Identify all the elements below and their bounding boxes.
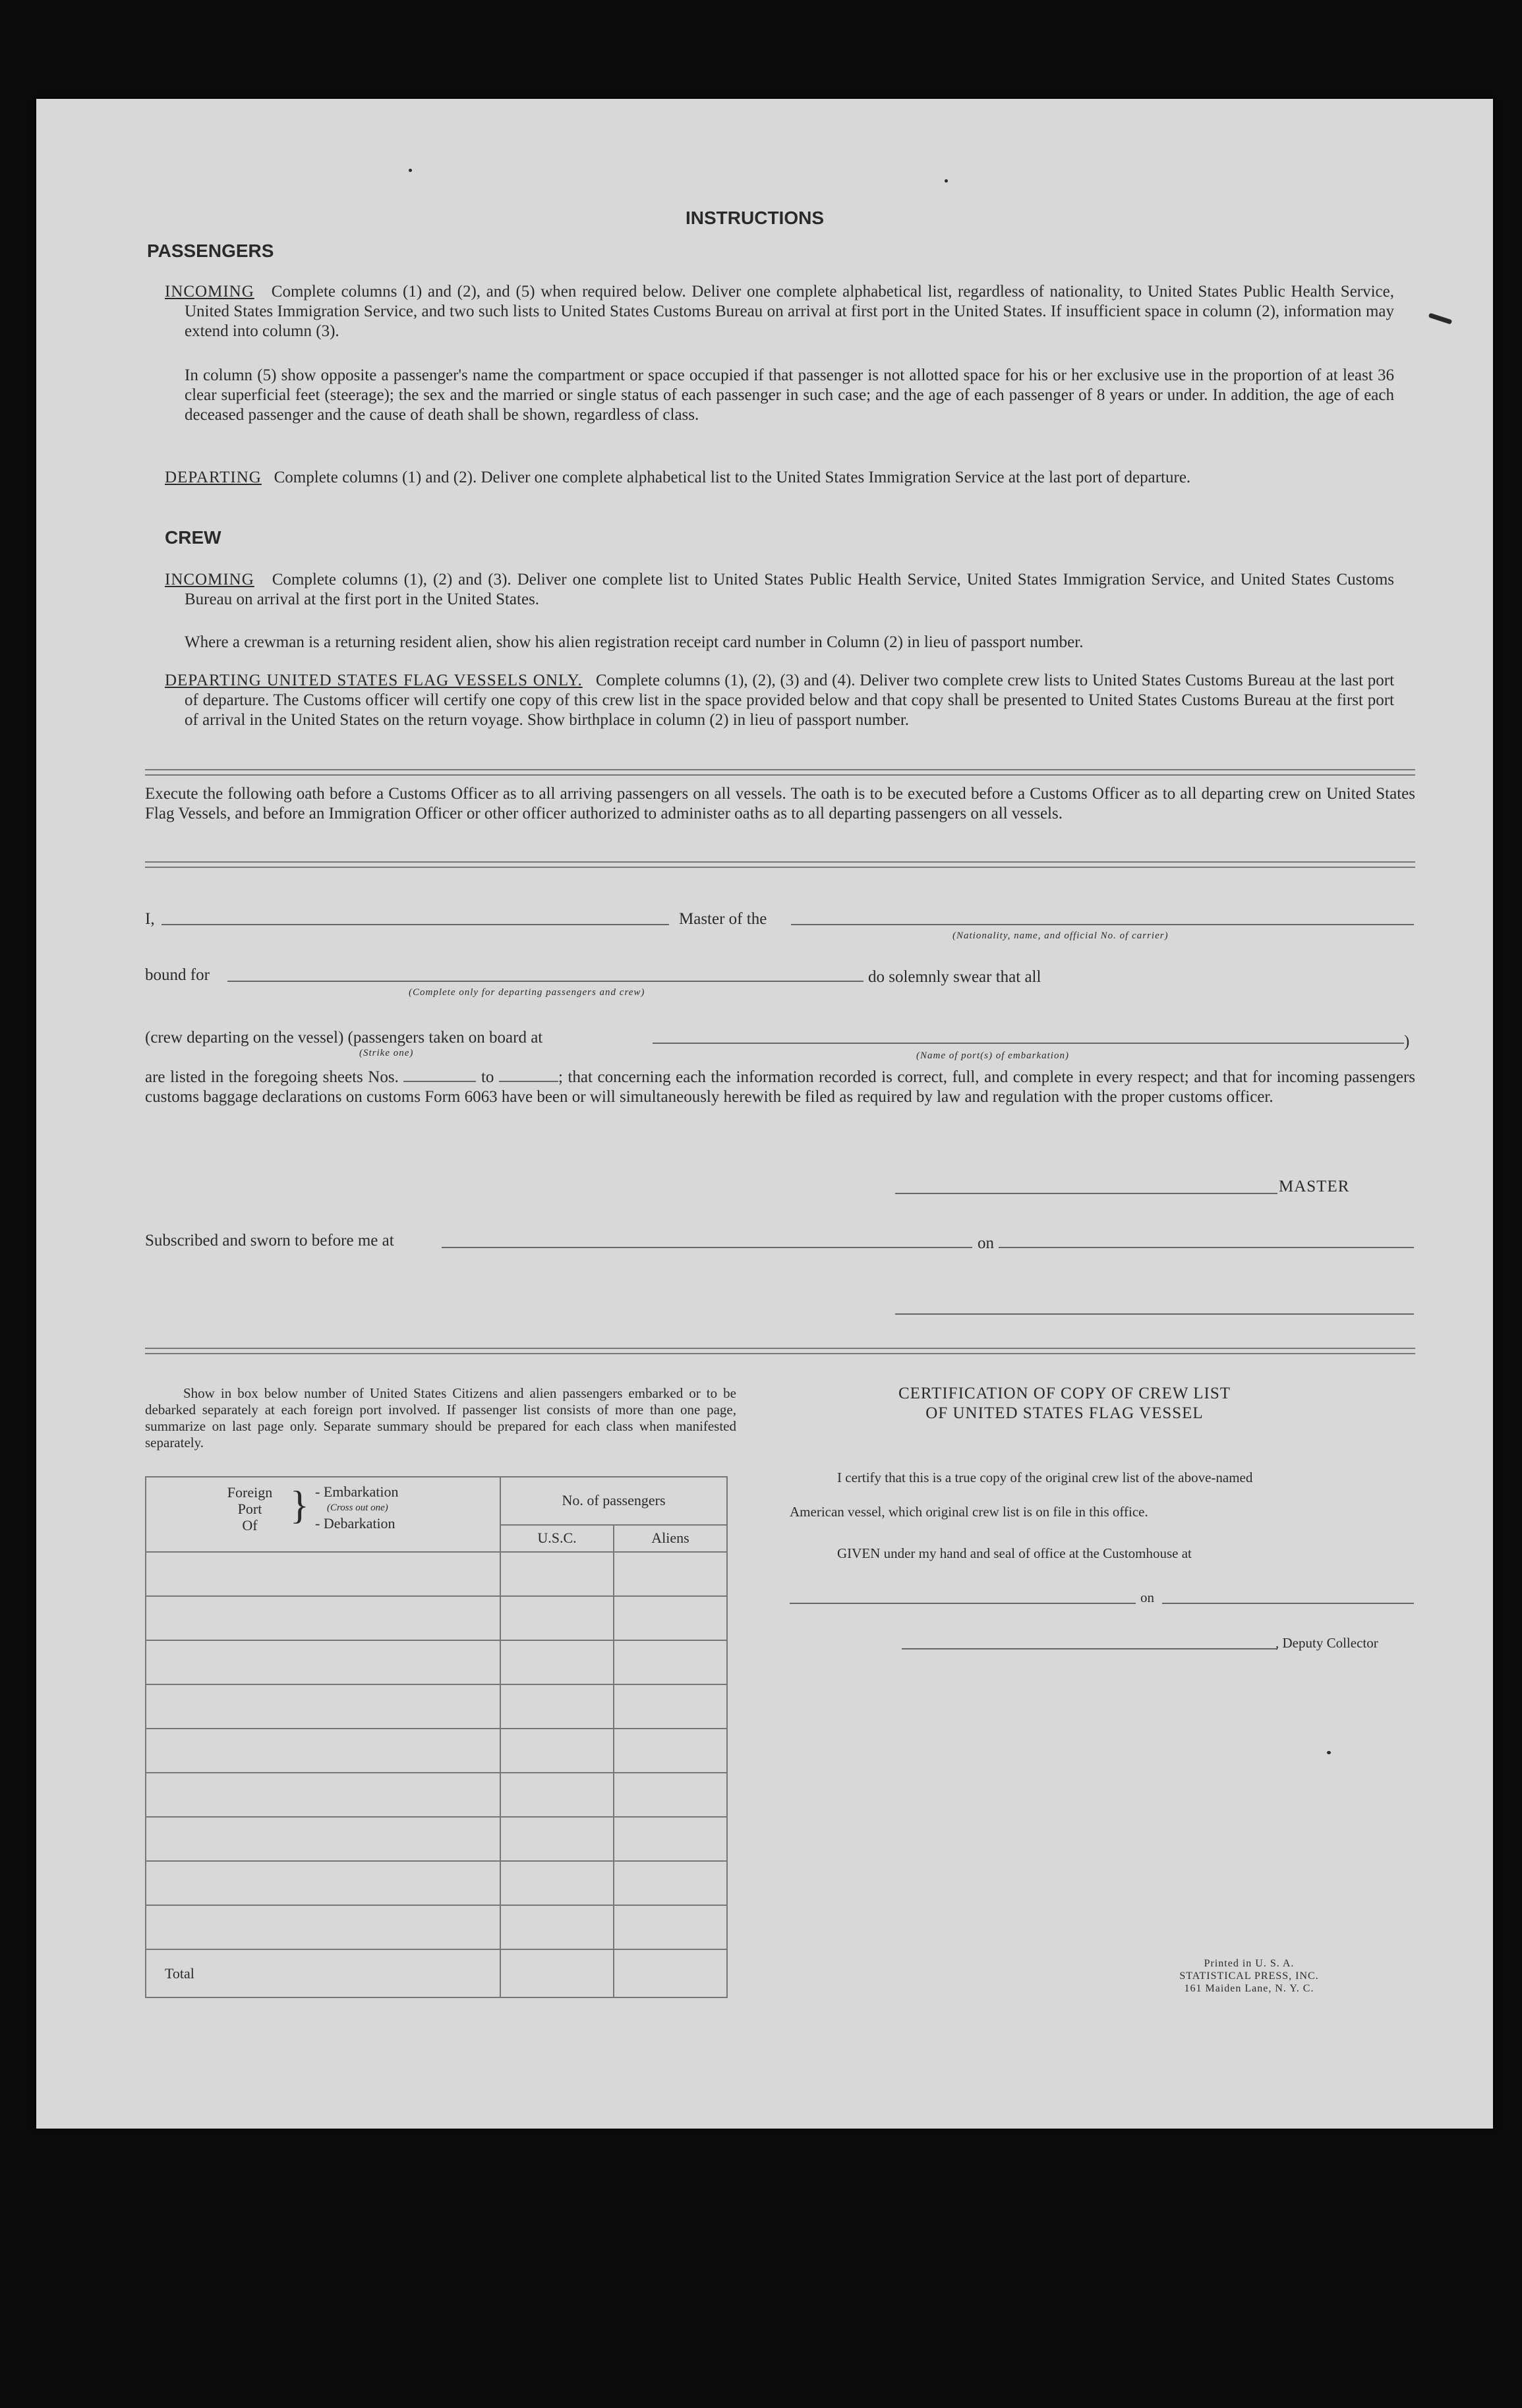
crew-departing-label: (crew departing on the vessel) (passengers taken on board at <box>145 1029 543 1046</box>
port-cell[interactable] <box>146 1640 500 1684</box>
carrier-field[interactable] <box>791 924 1414 925</box>
usc-cell[interactable] <box>500 1729 614 1773</box>
aliens-cell[interactable] <box>614 1684 727 1729</box>
foreign-port-header <box>146 1477 500 1552</box>
crew-departing-text: Complete columns (1), (2), (3) and (4). Deliver two complete crew lists to United States Customs Bureau at the last port of departure. The Customs officer will certify one copy of this crew list in the space provided below and that copy shall be presented to United States Customs Bureau at the first port of arrival in the United States on the return voyage. Show birthplace in column (2) in lieu of passport number. <box>185 672 1395 729</box>
table-row <box>146 1817 727 1861</box>
crew-incoming-text: Complete columns (1), (2) and (3). Deliver one complete list to United States Public Health Service, United States Immigration Service, and United States Customs Bureau on arrival at the first port in the United States. <box>185 571 1394 608</box>
embarkation-label[interactable]: - Embarkation <box>315 1483 399 1500</box>
crew-departing-label: DEPARTING UNITED STATES FLAG VESSELS ONLY. <box>165 672 583 689</box>
printer-line1: Printed in U. S. A. <box>1204 1958 1295 1969</box>
deputy-collector-label: , Deputy Collector <box>1275 1635 1378 1651</box>
cross-out-caption: (Cross out one) <box>327 1503 388 1513</box>
usc-total-cell[interactable] <box>500 1949 614 1997</box>
passengers-departing-text: Complete columns (1) and (2). Deliver one complete alphabetical list to the United States Immigration Service at the last port of departure. <box>274 469 1191 486</box>
port-cell[interactable] <box>146 1552 500 1596</box>
master-signature-field[interactable] <box>895 1193 1277 1194</box>
crew-crewman-paragraph: Where a crewman is a returning resident alien, show his alien registration receipt card number in Column (2) in lieu of passport number. <box>185 633 1084 651</box>
printer-imprint <box>1150 1957 1348 1995</box>
sheet-from-field[interactable] <box>403 1069 476 1082</box>
printer-line2: STATISTICAL PRESS, INC. <box>1179 1970 1319 1982</box>
listed-text-a: are listed in the foregoing sheets Nos. <box>145 1068 399 1086</box>
document-page <box>36 99 1493 2129</box>
port-cell[interactable] <box>146 1861 500 1905</box>
table-row <box>146 1552 727 1596</box>
cert-on-label: on <box>1140 1590 1154 1605</box>
speck-mark <box>409 169 412 172</box>
aliens-total-cell[interactable] <box>614 1949 727 1997</box>
passengers-incoming-text: Complete columns (1) and (2), and (5) when required below. Deliver one complete alphabetical list, regardless of nationality, to United States Public Health Service, United States Immigration Service, and two such lists to United States Customs Bureau on arrival at first port in the United States. If insufficient space in column (2), information may extend into column (3). <box>185 283 1395 340</box>
table-row <box>146 1729 727 1773</box>
usc-cell[interactable] <box>500 1905 614 1949</box>
deputy-signature-field[interactable] <box>902 1648 1277 1649</box>
listed-to: to <box>481 1068 494 1086</box>
aliens-cell[interactable] <box>614 1817 727 1861</box>
table-row <box>146 1640 727 1684</box>
page-title: INSTRUCTIONS <box>686 208 824 228</box>
speck-mark <box>945 179 948 183</box>
of-label: Of <box>242 1517 258 1534</box>
passenger-box-instructions: Show in box below number of United States Citizens and alien passengers embarked or to be debarked separately at each foreign port involved. If passenger list consists of more than one page, summarize on last page only. Separate summary should be prepared for each class when manifested separately. <box>145 1385 736 1450</box>
aliens-cell[interactable] <box>614 1640 727 1684</box>
close-paren: ) <box>1404 1033 1410 1050</box>
passengers-departing-paragraph <box>165 468 1394 488</box>
no-of-passengers-header: No. of passengers <box>500 1477 727 1525</box>
port-cell[interactable] <box>146 1905 500 1949</box>
cert-date-field[interactable] <box>1162 1603 1414 1604</box>
ports-caption: (Name of port(s) of embarkation) <box>916 1050 1069 1061</box>
ink-mark <box>1428 313 1452 325</box>
usc-cell[interactable] <box>500 1552 614 1596</box>
aliens-cell[interactable] <box>614 1905 727 1949</box>
port-cell[interactable] <box>146 1817 500 1861</box>
table-header-row <box>146 1477 727 1525</box>
crew-incoming-paragraph <box>165 570 1394 610</box>
port-label: Port <box>237 1501 262 1517</box>
usc-cell[interactable] <box>500 1817 614 1861</box>
table-row <box>146 1905 727 1949</box>
certification-title-line1: CERTIFICATION OF COPY OF CREW LIST <box>898 1385 1231 1402</box>
usc-cell[interactable] <box>500 1684 614 1729</box>
listed-paragraph <box>145 1068 1415 1107</box>
aliens-header: Aliens <box>614 1525 727 1553</box>
officer-signature-field[interactable] <box>895 1313 1414 1315</box>
debarkation-label[interactable]: - Debarkation <box>315 1515 395 1532</box>
bound-for-field[interactable] <box>227 981 863 982</box>
printer-line3: 161 Maiden Lane, N. Y. C. <box>1184 1983 1314 1994</box>
sworn-place-field[interactable] <box>442 1247 972 1248</box>
passengers-incoming-paragraph <box>165 282 1394 341</box>
certify-line1: I certify that this is a true copy of the original crew list of the above-named <box>837 1470 1253 1485</box>
sworn-date-field[interactable] <box>999 1247 1414 1248</box>
customhouse-field[interactable] <box>790 1603 1136 1604</box>
passengers-incoming-label: INCOMING <box>165 283 254 301</box>
bound-caption: (Complete only for departing passengers and crew) <box>409 987 645 998</box>
subscribed-label: Subscribed and sworn to before me at <box>145 1232 394 1249</box>
lower-divider <box>145 1348 1415 1354</box>
oath-divider <box>145 861 1415 868</box>
passenger-summary-table <box>145 1476 728 1998</box>
oath-intro: Execute the following oath before a Customs Officer as to all arriving passengers on all vessels. The oath is to be executed before a Customs Officer as to all departing crew on United States Flag Vessels, and before an Immigration Officer or other officer authorized to administer oaths as to all departing passengers on all vessels. <box>145 785 1415 822</box>
embark-debark-labels <box>315 1484 398 1532</box>
given-line: GIVEN under my hand and seal of office at the Customhouse at <box>837 1545 1192 1561</box>
master-name-field[interactable] <box>161 924 669 925</box>
passengers-heading: PASSENGERS <box>147 241 274 261</box>
usc-header: U.S.C. <box>500 1525 614 1553</box>
passengers-column5-paragraph: In column (5) show opposite a passenger's name the compartment or space occupied if that passenger is not allotted space for his or her exclusive use in the proportion of at least 36 clear superficial feet (steerage); the sex and the married or single status of each passenger in such case; and the age of each passenger of 8 years or under. In addition, the age of each deceased passenger and the cause of death shall be shown, regardless of class. <box>185 366 1394 424</box>
i-label: I, <box>145 910 155 928</box>
sheet-to-field[interactable] <box>499 1069 558 1082</box>
embarkation-ports-field[interactable] <box>653 1043 1404 1044</box>
crew-incoming-label: INCOMING <box>165 571 254 588</box>
certify-line2: American vessel, which original crew list is on file in this office. <box>790 1504 1148 1520</box>
passengers-departing-label: DEPARTING <box>165 469 262 486</box>
total-row <box>146 1949 727 1997</box>
brace-icon: } <box>290 1483 309 1527</box>
section-divider <box>145 769 1415 776</box>
nationality-caption: (Nationality, name, and official No. of carrier) <box>952 931 1169 941</box>
port-cell[interactable] <box>146 1773 500 1817</box>
table-row <box>146 1596 727 1640</box>
aliens-cell[interactable] <box>614 1552 727 1596</box>
table-row <box>146 1684 727 1729</box>
total-label: Total <box>146 1949 500 1997</box>
sworn-on-label: on <box>978 1234 994 1252</box>
strike-caption: (Strike one) <box>359 1048 414 1058</box>
usc-cell[interactable] <box>500 1773 614 1817</box>
port-cell[interactable] <box>146 1729 500 1773</box>
certification-title <box>814 1384 1315 1423</box>
aliens-cell[interactable] <box>614 1773 727 1817</box>
listed-text-b: ; that concerning each the information recorded is correct, full, and complete in every respect; and that for incoming passengers customs baggage declarations on customs Form 6063 have been or will simultaneously herewith be filed as required by law and regulation with the proper customs officer. <box>145 1068 1415 1106</box>
foreign-label: Foreign <box>227 1484 273 1501</box>
usc-cell[interactable] <box>500 1640 614 1684</box>
aliens-cell[interactable] <box>614 1596 727 1640</box>
usc-cell[interactable] <box>500 1596 614 1640</box>
port-cell[interactable] <box>146 1684 500 1729</box>
crew-heading: CREW <box>165 527 221 548</box>
swear-label: do solemnly swear that all <box>868 968 1041 986</box>
crew-departing-paragraph <box>165 671 1394 730</box>
master-of-label: Master of the <box>679 910 767 928</box>
table-row <box>146 1773 727 1817</box>
certification-title-line2: OF UNITED STATES FLAG VESSEL <box>925 1404 1204 1422</box>
speck-mark <box>1327 1751 1331 1754</box>
aliens-cell[interactable] <box>614 1729 727 1773</box>
bound-for-label: bound for <box>145 966 210 984</box>
master-label: MASTER <box>1279 1178 1350 1195</box>
table-row <box>146 1861 727 1905</box>
foreign-port-of-label <box>220 1484 279 1534</box>
aliens-cell[interactable] <box>614 1861 727 1905</box>
port-cell[interactable] <box>146 1596 500 1640</box>
usc-cell[interactable] <box>500 1861 614 1905</box>
